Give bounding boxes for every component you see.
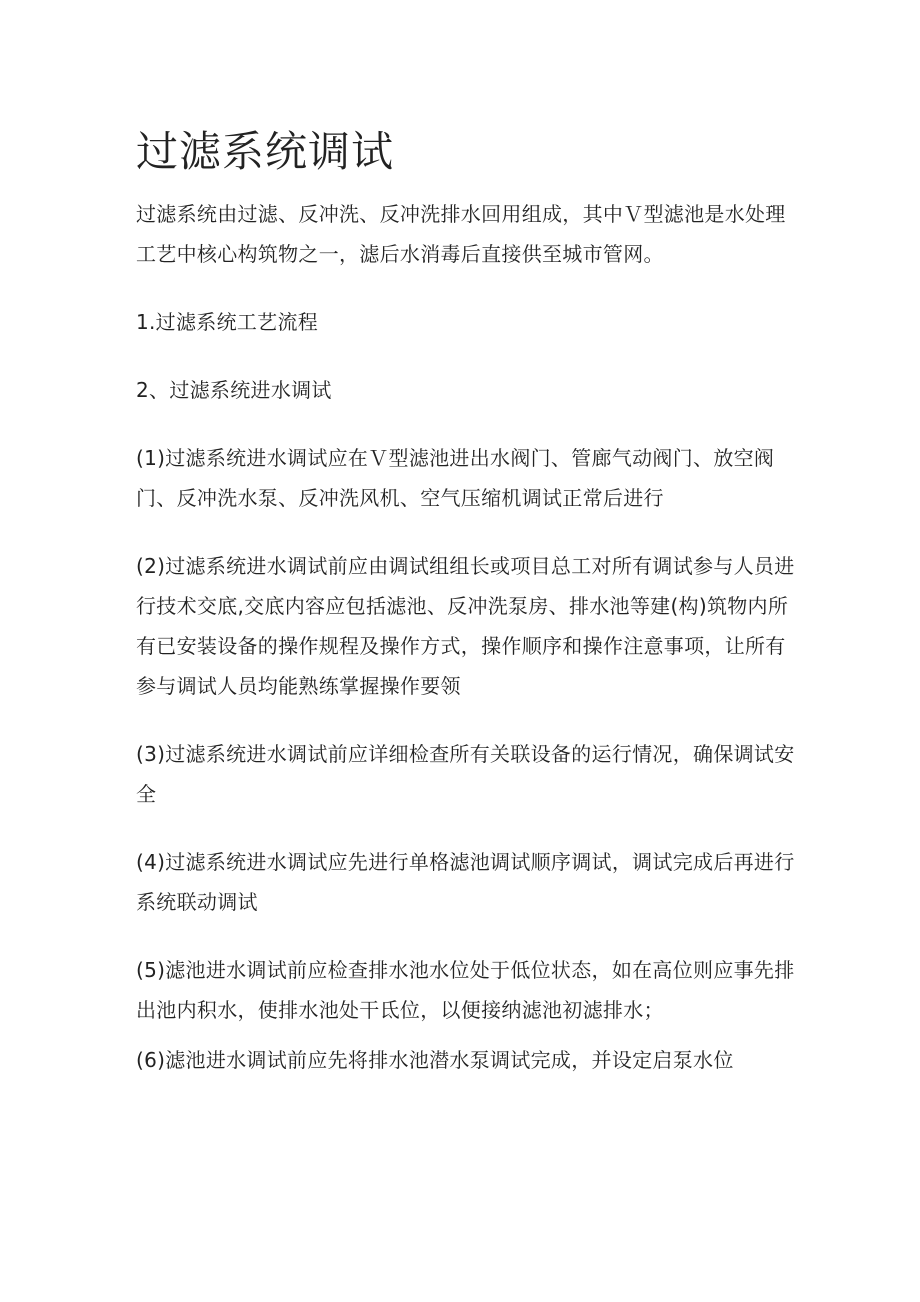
list-item-2: (2)过滤系统进水调试前应由调试组组长或项目总工对所有调试参与人员进行技术交底,交底内容应包括滤池、反冲洗泵房、排水池等建(构)筑物内所有已安装设备的操作规程及操作方式，操作顺序和操作注意事项，让所有参与调试人员均能熟练掌握操作要领 [136, 554, 795, 698]
document-title: 过滤系统调试 [136, 127, 395, 176]
document-page [136, 124, 796, 1080]
section-heading-inflow-commissioning: 2、过滤系统进水调试 [136, 378, 332, 402]
section-heading-process-flow: 1.过滤系统工艺流程 [136, 310, 319, 334]
list-item-1: (1)过滤系统进水调试应在Ｖ型滤池进出水阀门、管廊气动阀门、放空阀门、反冲洗水泵、反冲洗风机、空气压缩机调试正常后进行 [136, 446, 775, 510]
list-item-6: (6)滤池进水调试前应先将排水池潜水泵调试完成，并设定启泵水位 [136, 1048, 734, 1072]
list-item-3: (3)过滤系统进水调试前应详细检查所有关联设备的运行情况，确保调试安全 [136, 742, 795, 806]
list-item-4: (4)过滤系统进水调试应先进行单格滤池调试顺序调试，调试完成后再进行系统联动调试 [136, 850, 795, 914]
list-item-5: (5)滤池进水调试前应检查排水池水位处于低位状态，如在高位则应事先排出池内积水，使排水池处干氐位，以便接纳滤池初滤排水； [136, 958, 795, 1022]
intro-paragraph: 过滤系统由过滤、反冲洗、反冲洗排水回用组成，其中Ｖ型滤池是水处理工艺中核心构筑物之一，滤后水消毒后直接供至城市管网。 [136, 202, 786, 266]
